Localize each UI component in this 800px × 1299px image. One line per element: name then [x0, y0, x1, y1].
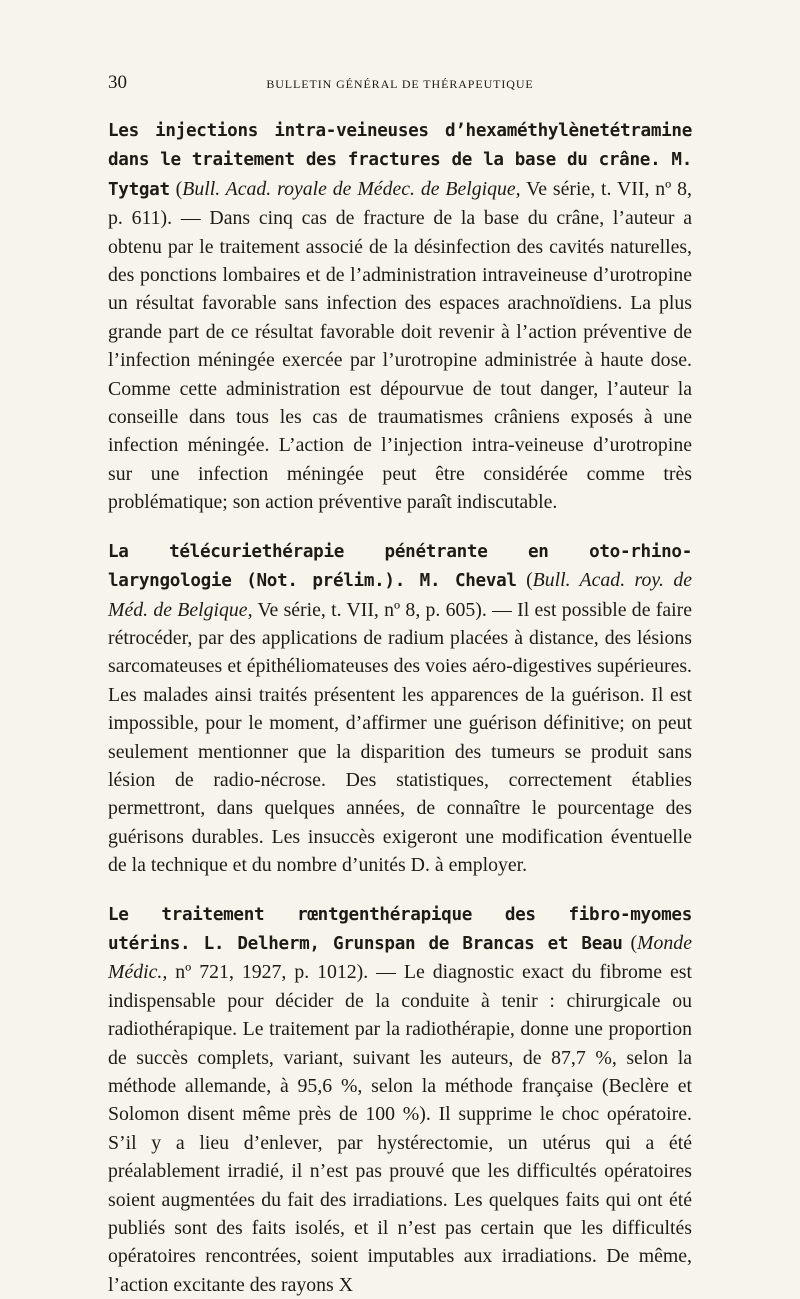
article-headline: Le traitement rœntgenthérapique des fibro-myomes utérins. L. Delherm, Grunspan de Brancas et Beau	[108, 904, 692, 954]
article-reference: Bull. Acad. roy. de Méd. de Belgique,	[108, 569, 692, 621]
article-entry	[108, 116, 692, 517]
article-entry	[108, 900, 692, 1299]
journal-title: BULLETIN GÉNÉRAL DE THÉRAPEUTIQUE	[266, 77, 534, 91]
article-entry	[108, 537, 692, 880]
article-reference: Monde Médic.,	[108, 931, 692, 984]
reference-details: nº 721, 1927, p. 1012).	[167, 961, 369, 984]
reference-open: (	[169, 177, 183, 200]
reference-details: Ve série, t. VII, nº 8, p. 605).	[252, 598, 487, 621]
reference-details: Ve série, t. VII, nº 8, p. 611).	[108, 177, 692, 230]
article-body: — Dans cinq cas de fracture de la base du crâne, l’auteur a obtenu par le traitement associé de la désinfection des cavités naturelles, des ponctions lombaires et de l’administration intraveineuse d’urotropine un résultat favorable sans infection des espaces arachnoïdiens. La plus grande part de ce résultat favorable doit revenir à l’action préventive de l’infection méningée exercée par l’urotropine administrée à haute dose. Comme cette administration est dépourvue de tout danger, l’auteur la conseille dans tous les cas de traumatismes crâniens exposés à une infection méningée. L’action de l’injection intra-veineuse d’urotropine sur une infection méningée peut être considérée comme très problématique; son action préventive paraît indiscutable.	[108, 207, 692, 514]
reference-open: (	[622, 931, 638, 954]
article-headline: La télécuriethérapie pénétrante en oto-rhino-laryngologie (Not. prélim.). M. Cheval	[108, 541, 692, 592]
article-body: — Il est possible de faire rétrocéder, par des applications de radium placées à distance, des lésions sarcomateuses et épithéliomateuses des voies aéro-digestives supérieures. Les malades ainsi traités présentent les apparences de la guérison. Il est impossible, pour le moment, d’affirmer une guérison définitive; on peut seulement mentionner que la disparition des tumeurs se produit sans lésion de radio-nécrose. Des statistiques, correctement établies permettront, dans quelques années, de connaître le pourcentage des guérisons durables. Les insuccès exigeront une modification éventuelle de la technique et du nombre d’unités D. à employer.	[108, 598, 692, 877]
article-body: — Le diagnostic exact du fibrome est indispensable pour décider de la conduite à tenir : chirurgicale ou radiothérapique. Le traitement par la radiothérapie, donne une proportion de succès complets, variant, suivant les auteurs, de 87,7 %, selon la méthode allemande, à 95,6 %, selon la méthode française (Beclère et Solomon disent même près de 100 %). Il supprime le choc opératoire. S’il y a lieu d’enlever, par hystérectomie, un utérus qui a été préalablement irradié, il n’est pas prouvé que les difficultés opératoires soient augmentées du fait des irradiations. Les quelques faits qui ont été publiés sont des faits isolés, et il n’est pas certain que les difficultés opératoires rencontrées, soient imputables aux irradiations. De même, l’action excitante des rayons X	[108, 961, 692, 1296]
article-reference: Bull. Acad. royale de Médec. de Belgique,	[182, 177, 521, 200]
page-number: 30	[108, 72, 127, 93]
article-headline: Les injections intra-veineuses d’hexaméthylènetétramine dans le traitement des fractures de la base du crâne. M. Tytgat	[108, 121, 692, 200]
running-header	[108, 72, 692, 94]
reference-open: (	[516, 569, 533, 592]
